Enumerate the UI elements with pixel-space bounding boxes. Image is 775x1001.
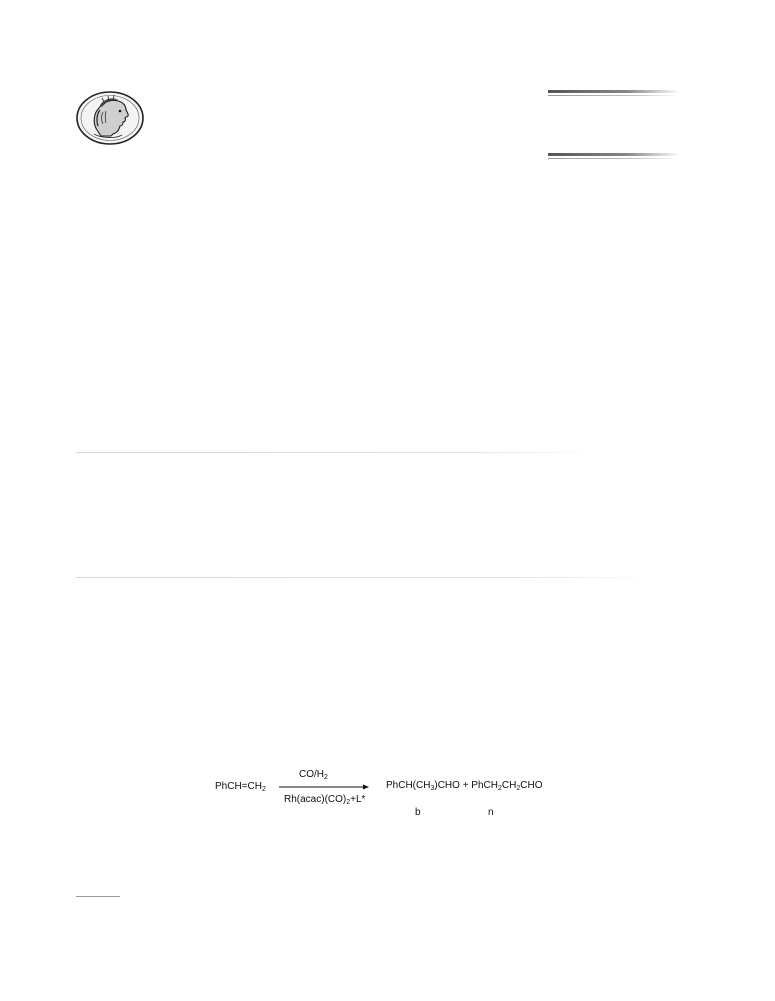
header-rule-bottom: [548, 153, 680, 156]
footnote-rule: [76, 896, 120, 897]
reaction-arrow-icon: [279, 784, 369, 790]
section-divider-lower: [76, 577, 656, 578]
section-divider-upper: [76, 452, 596, 453]
reagent-top: $CO/H_2$: [299, 769, 328, 781]
journal-emblem-icon: [75, 90, 145, 146]
header-rule-top-thin: [548, 95, 680, 96]
reactant-formula: $PhCH=CH_2$: [215, 781, 266, 793]
header-rule-top: [548, 90, 680, 93]
reaction-scheme: [200, 760, 560, 830]
label-branched: b: [415, 807, 421, 818]
reagent-bottom: $Rh(acac)(CO)_2+L*$: [284, 794, 366, 806]
products-formula: $PhCH(CH_3)CHO$ + $PhCH_2CH_2CHO$: [386, 780, 543, 792]
label-normal: n: [488, 807, 494, 818]
header-rule-bottom-thin: [548, 158, 680, 159]
